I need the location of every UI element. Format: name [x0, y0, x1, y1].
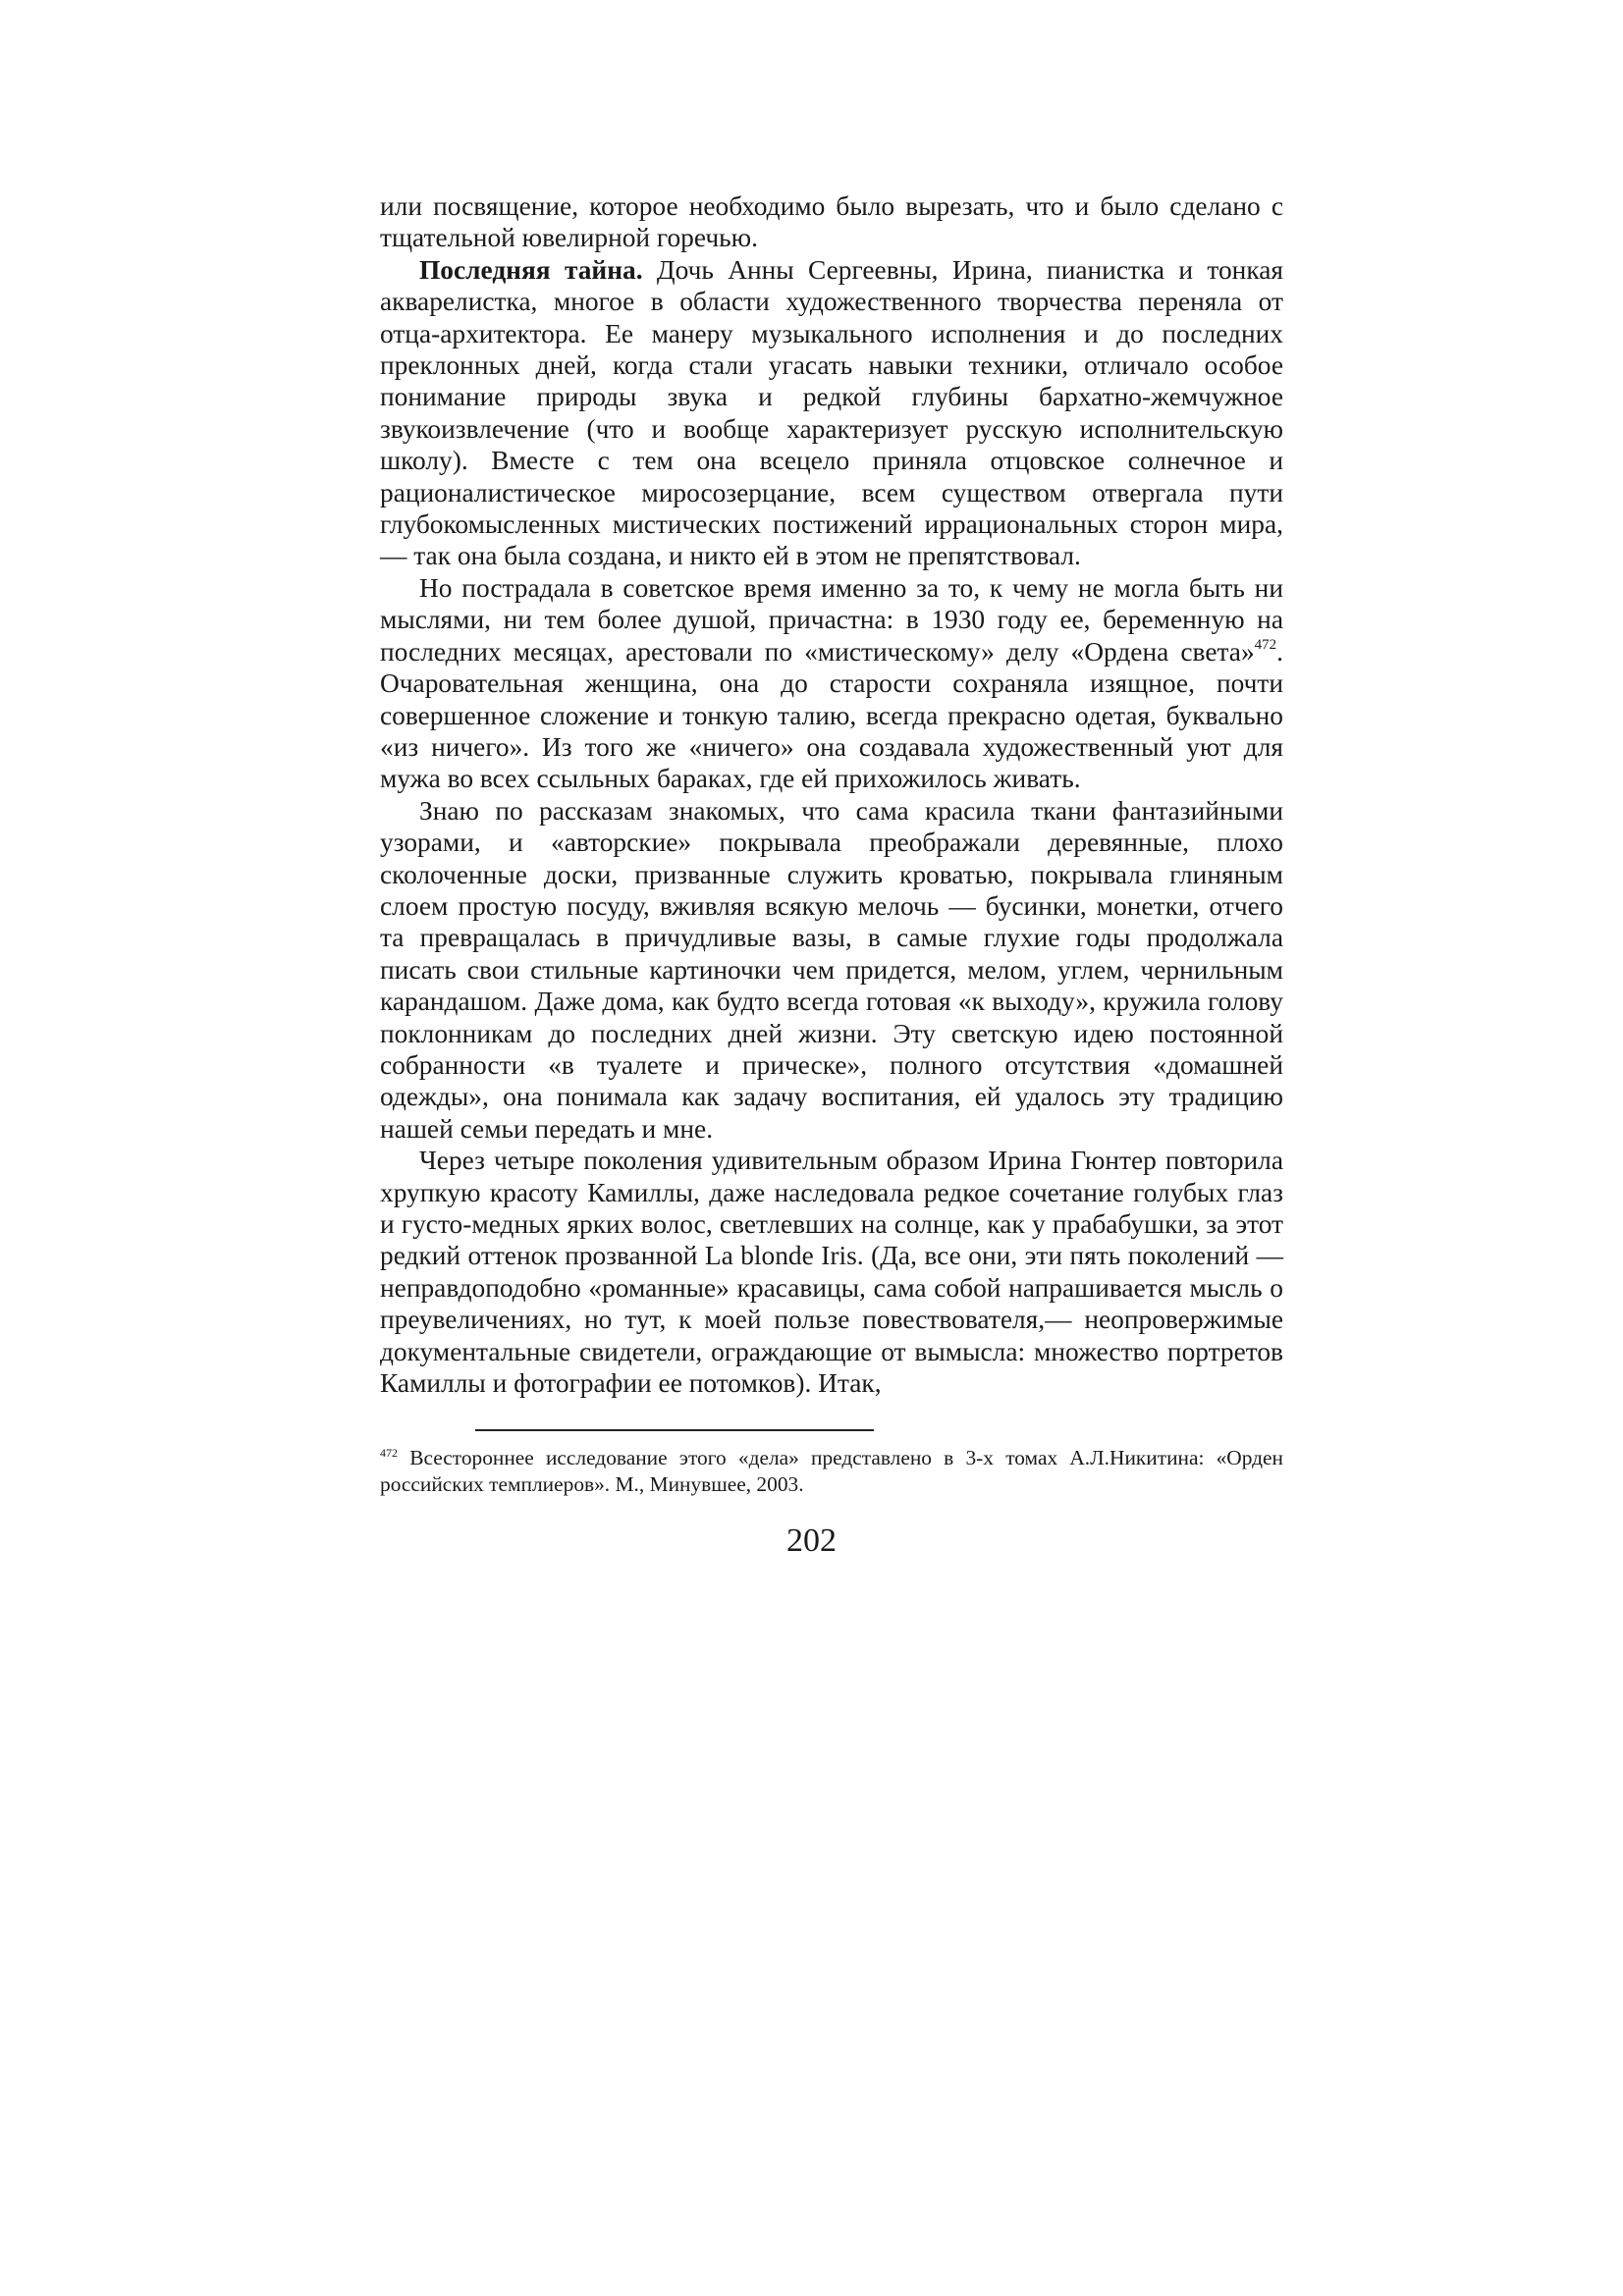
paragraph-4-text: Знаю по рассказам знакомых, что сама красила ткани фантазийными узорами, и «авторские» покрывала преображали деревянные, плохо сколоченные доски, призванные служить кроватью, покрывала глиняным слоем простую посуду, вживляя всякую мелочь — бусинки, монетки, отчего та превращалась в причудливые вазы, в самые глухие годы продолжала писать свои стильные картиночки чем придется, мелом, углем, чернильным карандашом. Даже дома, как будто всегда готовая «к выходу», кружила голову поклонникам до последних дней жизни. Эту светскую идею постоянной собранности «в туалете и прическе», полного отсутствия «домашней одежды», она понимала как задачу воспитания, ей удалось эту традицию нашей семьи передать и мне.	[380, 795, 1283, 1144]
footnote	[380, 1445, 1283, 1498]
main-text	[380, 190, 1283, 1399]
page-number: 202	[786, 1522, 837, 1559]
section-lead-heading: Последняя тайна.	[419, 254, 643, 285]
footnote-text: Всестороннее исследование этого «дела» представлено в 3-х томах А.Л.Никитина: «Орден российских темплиеров». М., Минувшее, 2003.	[380, 1446, 1283, 1496]
footnote-divider	[475, 1429, 874, 1431]
paragraph-1-text: или посвящение, которое необходимо было вырезать, что и было сделано с тщательной ювелирной горечью.	[380, 191, 1283, 253]
paragraph-3	[380, 572, 1283, 795]
paragraph-1	[380, 190, 1283, 254]
paragraph-2	[380, 254, 1283, 572]
footnote-number: 472	[380, 1445, 398, 1460]
paragraph-2-text: Дочь Анны Сергеевны, Ирина, пианистка и тонкая акварелистка, многое в области художественного творчества переняла от отца-архитектора. Ее манеру музыкального исполнения и до последних преклонных дней, когда стали угасать навыки техники, отличало особое понимание природы звука и редкой глубины бархатно-жемчужное звукоизвлечение (что и вообще характеризует русскую исполнительскую школу). Вместе с тем она всецело приняла отцовское солнечное и рационалистическое миросозерцание, всем существом отвергала пути глубокомысленных мистических постижений иррациональных сторон мира, — так она была создана, и никто ей в этом не препятствовал.	[380, 254, 1283, 571]
paragraph-4	[380, 795, 1283, 1145]
paragraph-3-text-after: . Очаровательная женщина, она до старости сохраняла изящное, почти совершенное сложение и тонкую талию, всегда прекрасно одетая, буквально «из ничего». Из того же «ничего» она создавала художественный уют для мужа во всех ссыльных бараках, где ей прихожилось живать.	[380, 636, 1283, 794]
paragraph-5	[380, 1145, 1283, 1399]
paragraph-3-text: Но пострадала в советское время именно за то, к чему не могла быть ни мыслями, ни тем более душой, причастна: в 1930 году ее, беременную на последних месяцах, арестовали по «мистическому» делу «Ордена света»	[380, 572, 1283, 667]
footnote-reference[interactable]: 472	[1254, 636, 1277, 653]
paragraph-5-text: Через четыре поколения удивительным образом Ирина Гюнтер повторила хрупкую красоту Камиллы, даже наследовала редкое сочетание голубых глаз и густо-медных ярких волос, светлевших на солнце, как у прабабушки, за этот редкий оттенок прозванной La blonde Iris. (Да, все они, эти пять поколений — неправдоподобно «романные» красавицы, сама собой напрашивается мысль о преувеличениях, но тут, к моей пользе повествователя,— неопровержимые документальные свидетели, ограждающие от вымысла: множество портретов Камиллы и фотографии ее потомков). Итак,	[380, 1146, 1283, 1399]
